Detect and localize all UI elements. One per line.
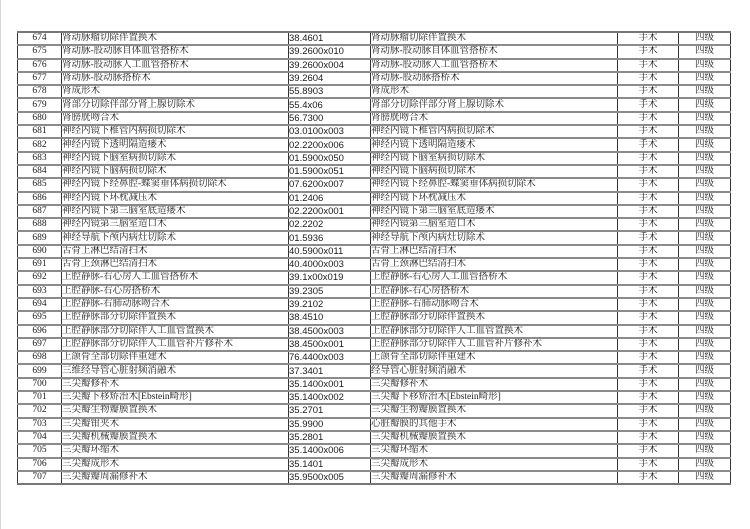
procedure-name-secondary: 肾动脉-股动脉人工血管搭桥术: [371, 59, 618, 72]
table-row: [18, 32, 731, 45]
procedure-code: 38.4500x003: [289, 325, 371, 338]
category-cell: 手术: [618, 471, 679, 484]
procedure-code: 02.2200x006: [289, 138, 371, 151]
row-number: 702: [18, 404, 62, 417]
procedure-name-secondary: 舌骨上淋巴结清扫术: [371, 245, 618, 258]
category-cell: 手术: [618, 431, 679, 444]
level-cell: 四级: [679, 112, 731, 125]
row-number: 686: [18, 192, 62, 205]
procedure-name-secondary: 神经内镜下脑室病损切除术: [371, 152, 618, 165]
row-number: 674: [18, 32, 62, 45]
procedure-name-secondary: 三尖瓣修补术: [371, 378, 618, 391]
category-cell: 手术: [618, 311, 679, 324]
procedure-code: 37.3401: [289, 364, 371, 377]
table-row: [18, 152, 731, 165]
procedure-name: 上腔静脉-右肺动脉吻合术: [62, 298, 289, 311]
procedure-name: 神经内镜下环枕减压术: [62, 192, 289, 205]
row-number: 698: [18, 351, 62, 364]
level-cell: 四级: [679, 178, 731, 191]
procedure-name-secondary: 三尖瓣生物瓣膜置换术: [371, 404, 618, 417]
table-row: [18, 444, 731, 457]
procedure-name: 三尖瓣生物瓣膜置换术: [62, 404, 289, 417]
procedure-name: 舌骨上淋巴结清扫术: [62, 245, 289, 258]
procedure-name-secondary: 上腔静脉部分切除伴人工血管补片修补术: [371, 338, 618, 351]
procedure-name: 三尖瓣环缩术: [62, 444, 289, 457]
level-cell: 四级: [679, 152, 731, 165]
category-cell: 手术: [618, 152, 679, 165]
category-cell: 手术: [618, 72, 679, 85]
table-row: [18, 378, 731, 391]
category-cell: 手术: [618, 391, 679, 404]
procedure-code: 40.4000x003: [289, 258, 371, 271]
procedure-name-secondary: 神经内镜下脑病损切除术: [371, 165, 618, 178]
level-cell: 四级: [679, 59, 731, 72]
procedure-name-secondary: 神经内镜下透明隔造瘘术: [371, 138, 618, 151]
procedure-name: 上腔静脉部分切除伴置换术: [62, 311, 289, 324]
procedure-name-secondary: 上颌骨全部切除伴重建术: [371, 351, 618, 364]
row-number: 700: [18, 378, 62, 391]
category-cell: 手术: [618, 245, 679, 258]
category-cell: 手术: [618, 192, 679, 205]
procedure-name-secondary: 三尖瓣下移矫治术[Ebstein畸形]: [371, 391, 618, 404]
procedure-name-secondary: 上腔静脉部分切除伴置换术: [371, 311, 618, 324]
level-cell: 四级: [679, 471, 731, 484]
level-cell: 四级: [679, 285, 731, 298]
table-row: [18, 458, 731, 471]
table-row: [18, 418, 731, 431]
category-cell: 手术: [618, 338, 679, 351]
table-row: [18, 351, 731, 364]
category-cell: 手术: [618, 378, 679, 391]
level-cell: 四级: [679, 85, 731, 98]
category-cell: 手术: [618, 112, 679, 125]
procedure-code: 35.1400x006: [289, 444, 371, 457]
procedure-name-secondary: 神经内镜第三脑室造口术: [371, 218, 618, 231]
level-cell: 四级: [679, 98, 731, 111]
table-row: [18, 72, 731, 85]
procedure-name: 神经内镜下第三脑室底造瘘术: [62, 205, 289, 218]
table-row: [18, 298, 731, 311]
procedure-name-secondary: 神经导航下颅内病灶切除术: [371, 231, 618, 244]
table-row: [18, 271, 731, 284]
procedure-name-secondary: 神经内镜下环枕减压术: [371, 192, 618, 205]
procedure-code: 01.5900x051: [289, 165, 371, 178]
procedure-name: 三尖瓣钳夹术: [62, 418, 289, 431]
category-cell: 手术: [618, 59, 679, 72]
procedure-code: 02.2202: [289, 218, 371, 231]
table-row: [18, 138, 731, 151]
table-row: [18, 59, 731, 72]
procedure-name: 舌骨上颈淋巴结清扫术: [62, 258, 289, 271]
procedure-name-secondary: 神经内镜下经鼻腔-蝶窦垂体病损切除术: [371, 178, 618, 191]
row-number: 694: [18, 298, 62, 311]
procedure-name-secondary: 肾动脉瘤切除伴置换术: [371, 32, 618, 45]
table-row: [18, 231, 731, 244]
procedure-name-secondary: 经导管心脏射频消融术: [371, 364, 618, 377]
row-number: 693: [18, 285, 62, 298]
level-cell: 四级: [679, 258, 731, 271]
procedure-name-secondary: 上腔静脉部分切除伴人工血管置换术: [371, 325, 618, 338]
level-cell: 四级: [679, 165, 731, 178]
procedure-name: 神经内镜下经鼻腔-蝶窦垂体病损切除术: [62, 178, 289, 191]
procedure-code: 35.1400x001: [289, 378, 371, 391]
level-cell: 四级: [679, 404, 731, 417]
level-cell: 四级: [679, 364, 731, 377]
row-number: 697: [18, 338, 62, 351]
procedure-name: 三尖瓣瓣周漏修补术: [62, 471, 289, 484]
procedure-name: 三尖瓣机械瓣膜置换术: [62, 431, 289, 444]
procedure-code: 01.5936: [289, 231, 371, 244]
row-number: 703: [18, 418, 62, 431]
procedure-code: 01.5900x050: [289, 152, 371, 165]
procedure-name: 上腔静脉部分切除伴人工血管置换术: [62, 325, 289, 338]
level-cell: 四级: [679, 351, 731, 364]
row-number: 704: [18, 431, 62, 444]
level-cell: 四级: [679, 378, 731, 391]
level-cell: 四级: [679, 231, 731, 244]
row-number: 696: [18, 325, 62, 338]
procedure-name: 上腔静脉-右心房搭桥术: [62, 285, 289, 298]
table-row: [18, 258, 731, 271]
level-cell: 四级: [679, 125, 731, 138]
category-cell: 手术: [618, 351, 679, 364]
procedure-name: 三维经导管心脏射频消融术: [62, 364, 289, 377]
level-cell: 四级: [679, 391, 731, 404]
level-cell: 四级: [679, 298, 731, 311]
procedure-name: 肾动脉-股动脉自体血管搭桥术: [62, 45, 289, 58]
procedure-code: 35.2801: [289, 431, 371, 444]
procedure-code: 55.8903: [289, 85, 371, 98]
row-number: 706: [18, 458, 62, 471]
category-cell: 手术: [618, 418, 679, 431]
procedure-name-secondary: 肾膀胱吻合术: [371, 112, 618, 125]
procedure-name: 神经内镜第三脑室造口术: [62, 218, 289, 231]
row-number: 707: [18, 471, 62, 484]
procedure-name: 肾动脉瘤切除伴置换术: [62, 32, 289, 45]
procedure-code: 38.4510: [289, 311, 371, 324]
row-number: 679: [18, 98, 62, 111]
row-number: 676: [18, 59, 62, 72]
row-number: 688: [18, 218, 62, 231]
procedure-code: 38.4601: [289, 32, 371, 45]
category-cell: 手术: [618, 32, 679, 45]
row-number: 689: [18, 231, 62, 244]
category-cell: 手术: [618, 125, 679, 138]
row-number: 677: [18, 72, 62, 85]
table-row: [18, 112, 731, 125]
procedure-name: 上颌骨全部切除伴重建术: [62, 351, 289, 364]
category-cell: 手术: [618, 231, 679, 244]
row-number: 690: [18, 245, 62, 258]
category-cell: 手术: [618, 218, 679, 231]
procedure-name: 肾膀胱吻合术: [62, 112, 289, 125]
table-row: [18, 364, 731, 377]
table-row: [18, 285, 731, 298]
level-cell: 四级: [679, 218, 731, 231]
table-row: [18, 45, 731, 58]
procedure-name-secondary: 上腔静脉-右心房人工血管搭桥术: [371, 271, 618, 284]
procedure-name-secondary: 肾部分切除伴部分肾上腺切除术: [371, 98, 618, 111]
table-row: [18, 431, 731, 444]
category-cell: 手术: [618, 458, 679, 471]
category-cell: 手术: [618, 404, 679, 417]
page-edge-artifact: [0, 0, 1, 529]
category-cell: 手术: [618, 325, 679, 338]
table-row: [18, 391, 731, 404]
category-cell: 手术: [618, 258, 679, 271]
procedure-code: 38.4500x001: [289, 338, 371, 351]
procedure-name-secondary: 心脏瓣膜的其他手术: [371, 418, 618, 431]
row-number: 705: [18, 444, 62, 457]
procedure-code: 39.1x00x019: [289, 271, 371, 284]
table-row: [18, 325, 731, 338]
procedure-name: 上腔静脉部分切除伴人工血管补片修补术: [62, 338, 289, 351]
row-number: 685: [18, 178, 62, 191]
table-row: [18, 311, 731, 324]
procedure-name-secondary: 肾动脉-股动脉搭桥术: [371, 72, 618, 85]
level-cell: 四级: [679, 245, 731, 258]
procedure-code: 35.9900: [289, 418, 371, 431]
procedure-code: 76.4400x003: [289, 351, 371, 364]
procedure-name-secondary: 三尖瓣成形术: [371, 458, 618, 471]
table-row: [18, 471, 731, 484]
procedure-code: 02.2200x001: [289, 205, 371, 218]
level-cell: 四级: [679, 325, 731, 338]
level-cell: 四级: [679, 418, 731, 431]
procedure-name-secondary: 三尖瓣机械瓣膜置换术: [371, 431, 618, 444]
procedure-code: 35.9500x005: [289, 471, 371, 484]
procedure-name: 肾成形术: [62, 85, 289, 98]
row-number: 682: [18, 138, 62, 151]
procedure-name-secondary: 肾动脉-股动脉自体血管搭桥术: [371, 45, 618, 58]
procedure-code: 39.2604: [289, 72, 371, 85]
procedure-name-secondary: 神经内镜下第三脑室底造瘘术: [371, 205, 618, 218]
row-number: 683: [18, 152, 62, 165]
level-cell: 四级: [679, 72, 731, 85]
row-number: 691: [18, 258, 62, 271]
procedure-name: 神经内镜下脑病损切除术: [62, 165, 289, 178]
procedure-name: 肾动脉-股动脉人工血管搭桥术: [62, 59, 289, 72]
category-cell: 手术: [618, 98, 679, 111]
level-cell: 四级: [679, 205, 731, 218]
level-cell: 四级: [679, 338, 731, 351]
table-row: [18, 165, 731, 178]
procedure-name-secondary: 上腔静脉-右肺动脉吻合术: [371, 298, 618, 311]
procedure-name: 上腔静脉-右心房人工血管搭桥术: [62, 271, 289, 284]
level-cell: 四级: [679, 311, 731, 324]
table-row: [18, 205, 731, 218]
procedure-name: 神经导航下颅内病灶切除术: [62, 231, 289, 244]
procedure-code: 40.5900x011: [289, 245, 371, 258]
procedure-name: 神经内镜下透明隔造瘘术: [62, 138, 289, 151]
table-row: [18, 98, 731, 111]
procedure-code: 01.2406: [289, 192, 371, 205]
procedure-code: 35.1401: [289, 458, 371, 471]
table-row: [18, 178, 731, 191]
row-number: 699: [18, 364, 62, 377]
row-number: 692: [18, 271, 62, 284]
row-number: 701: [18, 391, 62, 404]
procedure-code: 35.2701: [289, 404, 371, 417]
row-number: 687: [18, 205, 62, 218]
table-row: [18, 338, 731, 351]
procedure-code: 39.2305: [289, 285, 371, 298]
category-cell: 手术: [618, 178, 679, 191]
row-number: 684: [18, 165, 62, 178]
procedure-name-secondary: 三尖瓣瓣周漏修补术: [371, 471, 618, 484]
procedure-name: 肾动脉-股动脉搭桥术: [62, 72, 289, 85]
category-cell: 手术: [618, 285, 679, 298]
procedure-code: 39.2102: [289, 298, 371, 311]
procedure-name: 肾部分切除伴部分肾上腺切除术: [62, 98, 289, 111]
table-row: [18, 218, 731, 231]
procedure-code: 56.7300: [289, 112, 371, 125]
procedure-name: 三尖瓣下移矫治术[Ebstein畸形]: [62, 391, 289, 404]
category-cell: 手术: [618, 444, 679, 457]
procedure-name-secondary: 肾成形术: [371, 85, 618, 98]
procedure-code: 39.2600x004: [289, 59, 371, 72]
procedure-name: 神经内镜下脑室病损切除术: [62, 152, 289, 165]
category-cell: 手术: [618, 45, 679, 58]
procedure-code: 35.1400x002: [289, 391, 371, 404]
category-cell: 手术: [618, 271, 679, 284]
procedure-table: [17, 31, 731, 485]
row-number: 680: [18, 112, 62, 125]
table-row: [18, 125, 731, 138]
category-cell: 手术: [618, 364, 679, 377]
row-number: 695: [18, 311, 62, 324]
table-row: [18, 85, 731, 98]
level-cell: 四级: [679, 444, 731, 457]
category-cell: 手术: [618, 165, 679, 178]
level-cell: 四级: [679, 271, 731, 284]
level-cell: 四级: [679, 138, 731, 151]
level-cell: 四级: [679, 192, 731, 205]
level-cell: 四级: [679, 431, 731, 444]
procedure-code: 03.0100x003: [289, 125, 371, 138]
procedure-code: 55.4x06: [289, 98, 371, 111]
level-cell: 四级: [679, 45, 731, 58]
procedure-name-secondary: 舌骨上颈淋巴结清扫术: [371, 258, 618, 271]
category-cell: 手术: [618, 205, 679, 218]
procedure-name: 神经内镜下椎管内病损切除术: [62, 125, 289, 138]
level-cell: 四级: [679, 32, 731, 45]
procedure-code: 39.2600x010: [289, 45, 371, 58]
level-cell: 四级: [679, 458, 731, 471]
procedure-name: 三尖瓣修补术: [62, 378, 289, 391]
row-number: 675: [18, 45, 62, 58]
procedure-name: 三尖瓣成形术: [62, 458, 289, 471]
category-cell: 手术: [618, 298, 679, 311]
category-cell: 手术: [618, 85, 679, 98]
table-row: [18, 404, 731, 417]
category-cell: 手术: [618, 138, 679, 151]
row-number: 678: [18, 85, 62, 98]
procedure-name-secondary: 上腔静脉-右心房搭桥术: [371, 285, 618, 298]
row-number: 681: [18, 125, 62, 138]
table-row: [18, 245, 731, 258]
procedure-name-secondary: 神经内镜下椎管内病损切除术: [371, 125, 618, 138]
table-row: [18, 192, 731, 205]
procedure-code: 07.6200x007: [289, 178, 371, 191]
procedure-name-secondary: 三尖瓣环缩术: [371, 444, 618, 457]
